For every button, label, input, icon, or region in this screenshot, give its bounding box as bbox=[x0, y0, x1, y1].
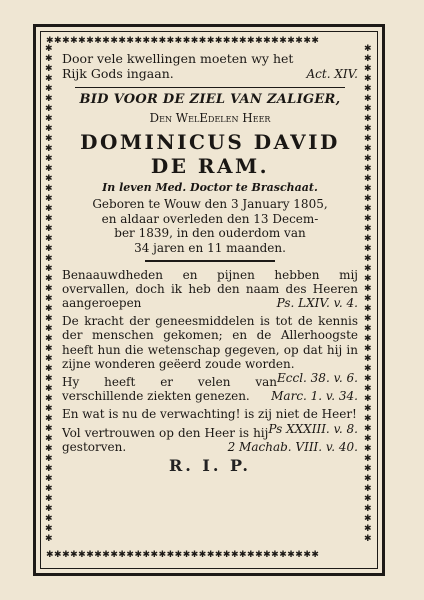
paragraph-text: En wat is nu de verwachting! is zij niet de Heer! bbox=[62, 407, 357, 422]
paragraph-text: De kracht der geneesmiddelen is tot de kennis der menschen gekomen; en de Allerhoogste heeft hun die wetenschap gegeven, op dat hij in zijne wonderen geëerd zoude worden. bbox=[62, 314, 358, 371]
prayer-heading: BID VOOR DE ZIEL VAN ZALIGER, bbox=[79, 92, 341, 107]
divider bbox=[75, 87, 345, 89]
bio-line: Geboren te Wouw den 3 January 1805, bbox=[92, 197, 328, 211]
biography bbox=[62, 197, 358, 255]
scripture-reference: Ps. LXIV. v. 4. bbox=[276, 295, 358, 310]
scripture-paragraph bbox=[62, 407, 358, 436]
scripture-reference: Eccl. 38. v. 6. bbox=[277, 370, 358, 385]
scripture-paragraph bbox=[62, 314, 358, 385]
paragraph-text: Benaauwdheden en pijnen hebben mij overvallen, doch ik heb den naam des Heeren aangeroepen bbox=[62, 267, 358, 310]
bio-line: ber 1839, in den ouderdom van bbox=[114, 226, 306, 240]
scripture-paragraph bbox=[62, 426, 358, 454]
star-border-bottom: ✱✱✱✱✱✱✱✱✱✱✱✱✱✱✱✱✱✱✱✱✱✱✱✱✱✱✱✱✱✱✱✱✱✱ bbox=[46, 550, 320, 560]
scripture-reference: Ps XXXIII. v. 8. bbox=[268, 421, 358, 436]
scripture-paragraph bbox=[62, 375, 358, 403]
divider bbox=[145, 260, 275, 262]
profession: In leven Med. Doctor te Braschaat. bbox=[102, 181, 318, 194]
paragraph-text: Vol vertrouwen op den Heer is hij gestorven. bbox=[62, 425, 269, 454]
epigraph-line: Door vele kwellingen moeten wy het bbox=[62, 51, 294, 66]
star-border-top: ✱✱✱✱✱✱✱✱✱✱✱✱✱✱✱✱✱✱✱✱✱✱✱✱✱✱✱✱✱✱✱✱✱✱ bbox=[46, 36, 320, 46]
scripture-paragraph bbox=[62, 268, 358, 311]
bio-line: 34 jaren en 11 maanden. bbox=[134, 240, 286, 255]
deceased-surname: DE RAM. bbox=[150, 154, 270, 178]
scripture-reference: 2 Machab. VIII. v. 40. bbox=[227, 439, 358, 454]
deceased-name: DOMINICUS DAVID bbox=[80, 130, 340, 154]
closing-rip: R. I. P. bbox=[168, 455, 251, 475]
scripture-reference: Marc. 1. v. 34. bbox=[271, 389, 358, 404]
honorific: Den WelEdelen Heer bbox=[149, 111, 271, 125]
card-content bbox=[62, 52, 358, 475]
epigraph-reference: Act. XIV. bbox=[306, 66, 358, 81]
paragraph-text: Hy heeft er velen van verschillende ziekten genezen. bbox=[62, 374, 277, 404]
star-border-right: ✱✱✱✱✱✱✱✱✱✱✱✱✱✱✱✱✱✱✱✱✱✱✱✱✱✱✱✱✱✱✱✱✱✱✱✱✱✱✱✱✱✱✱✱✱✱✱✱✱✱ bbox=[364, 44, 373, 544]
bio-line: en aldaar overleden den 13 Decem- bbox=[101, 211, 319, 226]
star-border-left: ✱✱✱✱✱✱✱✱✱✱✱✱✱✱✱✱✱✱✱✱✱✱✱✱✱✱✱✱✱✱✱✱✱✱✱✱✱✱✱✱✱✱✱✱✱✱✱✱✱✱ bbox=[45, 44, 54, 544]
epigraph-line: Rijk Gods ingaan. bbox=[62, 65, 174, 81]
epigraph-second-row bbox=[62, 67, 358, 82]
